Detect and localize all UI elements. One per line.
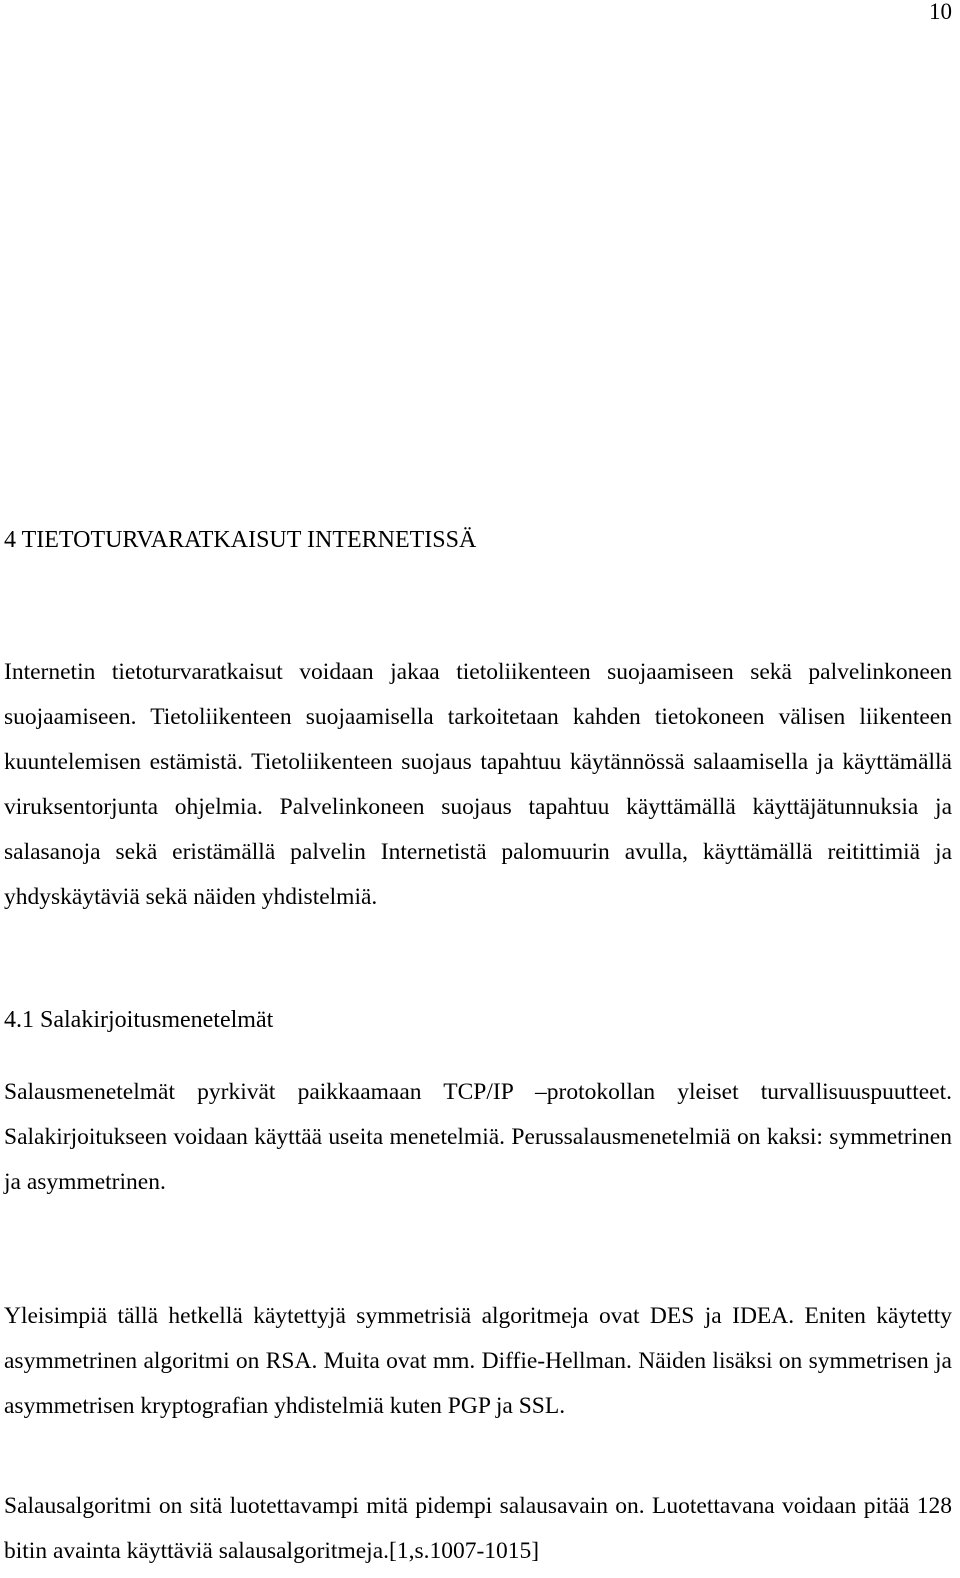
paragraph-algorithms: Yleisimpiä tällä hetkellä käytettyjä symmetrisiä algoritmeja ovat DES ja IDEA. Eniten käytetty asymmetrinen algoritmi on RSA. Muita ovat mm. Diffie-Hellman. Näiden lisäksi on symmetrisen ja asymmetrisen kryptografian yhdistelmiä kuten PGP ja SSL. bbox=[4, 1303, 952, 1419]
chapter-heading: 4 TIETOTURVARATKAISUT INTERNETISSÄ bbox=[4, 527, 477, 553]
paragraph-intro: Internetin tietoturvaratkaisut voidaan jakaa tietoliikenteen suojaamiseen sekä palvelinkoneen suojaamiseen. Tietoliikenteen suojaamisella tarkoitetaan kahden tietokoneen välisen liikenteen kuuntelemisen estämistä. Tietoliikenteen suojaus tapahtuu käytännössä salaamisella ja käyttämällä viruksentorjunta ohjelmia. Palvelinkoneen suojaus tapahtuu käyttämällä käyttäjätunnuksia ja salasanoja sekä eristämällä palvelin Internetistä palomuurin avulla, käyttämällä reitittimiä ja yhdyskäytäviä sekä näiden yhdistelmiä. bbox=[4, 659, 952, 910]
paragraph-key-length: Salausalgoritmi on sitä luotettavampi mitä pidempi salausavain on. Luotettavana voidaan pitää 128 bitin avainta käyttäviä salausalgoritmeja.[1,s.1007-1015] bbox=[4, 1493, 952, 1564]
page-number: 10 bbox=[929, 0, 952, 24]
paragraph-methods: Salausmenetelmät pyrkivät paikkaamaan TCP/IP –protokollan yleiset turvallisuuspuutteet. Salakirjoitukseen voidaan käyttää useita menetelmiä. Perussalausmenetelmiä on kaksi: symmetrinen ja asymmetrinen. bbox=[4, 1079, 952, 1195]
section-heading: 4.1 Salakirjoitusmenetelmät bbox=[4, 1007, 274, 1033]
